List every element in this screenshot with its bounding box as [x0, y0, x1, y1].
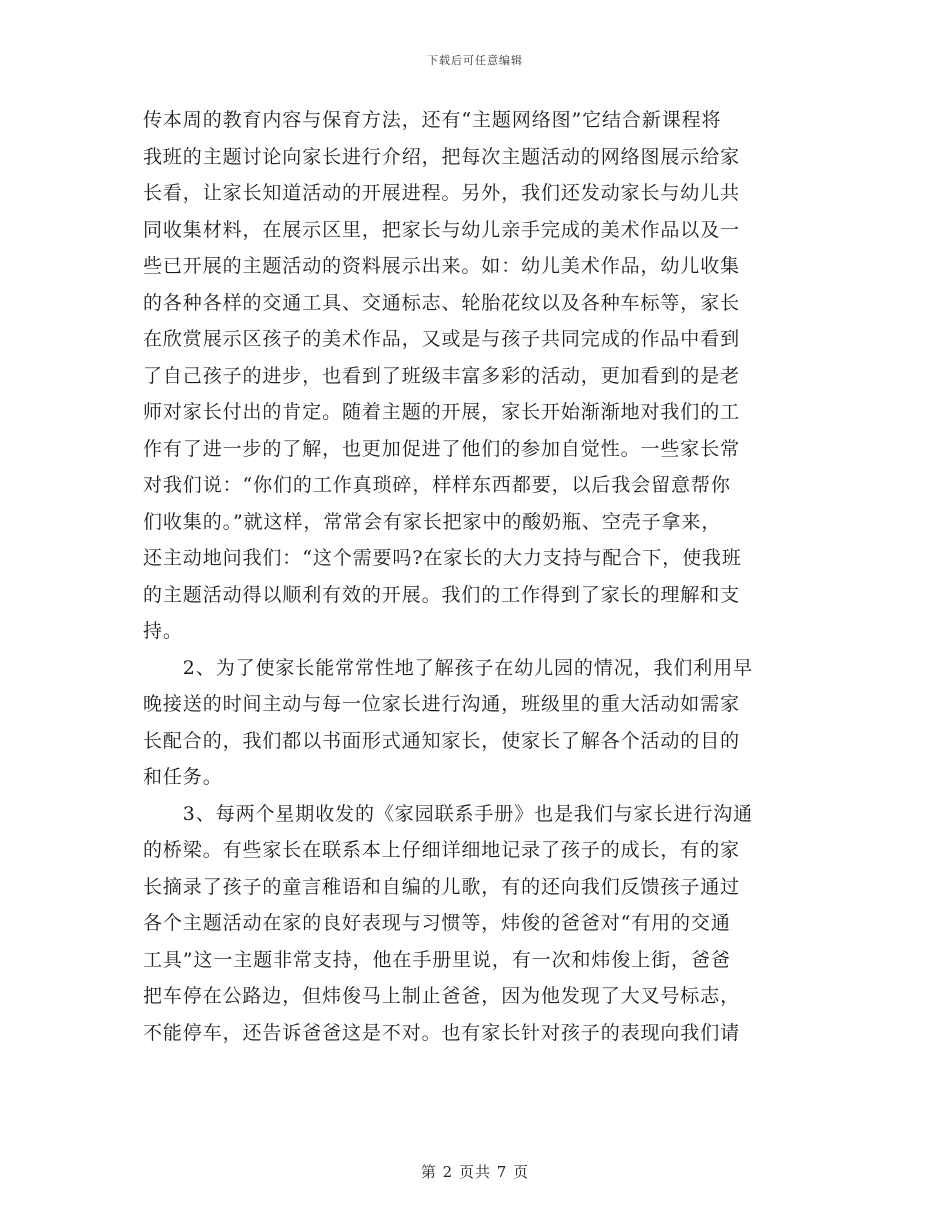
- paragraph-3-first-line: 3、每两个星期收发的《家园联系手册》也是我们与家长进行沟通: [143, 802, 753, 825]
- text-line: 同收集材料，在展示区里，把家长与幼儿亲手完成的美术作品以及一: [143, 218, 741, 241]
- text-line: 们收集的。”就这样，常常会有家长把家中的酸奶瓶、空壳子拿来，: [143, 510, 722, 533]
- text-line: 师对家长付出的肯定。随着主题的开展，家长开始渐渐地对我们的工: [143, 401, 741, 423]
- text-line: 了自己孩子的进步，也看到了班级丰富多彩的活动，更加看到的是老: [143, 364, 741, 387]
- document-body: [143, 102, 798, 1051]
- text-line: 持。: [143, 620, 183, 642]
- text-line: 各个主题活动在家的良好表现与习惯等，炜俊的爸爸对“有用的交通: [143, 912, 731, 934]
- text-line: 些已开展的主题活动的资料展示出来。如：幼儿美术作品，幼儿收集: [143, 255, 741, 277]
- text-line: 长看，让家长知道活动的开展进程。另外，我们还发动家长与幼儿共: [143, 182, 741, 204]
- text-line: 传本周的教育内容与保育方法，还有“主题网络图”它结合新课程将: [143, 109, 722, 131]
- text-line: 不能停车，还告诉爸爸这是不对。也有家长针对孩子的表现向我们请: [143, 1021, 741, 1044]
- page-number-footer: 第 2 页共 7 页: [420, 1163, 530, 1181]
- text-line: 的桥梁。有些家长在联系本上仔细详细地记录了孩子的成长，有的家: [143, 839, 741, 861]
- text-line: 作有了进一步的了解，也更加促进了他们的参加自觉性。一些家长常: [143, 437, 741, 460]
- paragraph-2-first-line: 2、为了使家长能常常性地了解孩子在幼儿园的情况，我们利用早: [143, 656, 753, 679]
- text-line: 晚接送的时间主动与每一位家长进行沟通，班级里的重大活动如需家: [143, 693, 741, 715]
- text-line: 长配合的，我们都以书面形式通知家长，使家长了解各个活动的目的: [143, 729, 741, 752]
- text-line: 还主动地问我们：“这个需要吗?在家长的大力支持与配合下，使我班: [143, 547, 742, 569]
- text-line: 在欣赏展示区孩子的美术作品，又或是与孩子共同完成的作品中看到: [143, 328, 741, 350]
- text-line: 和任务。: [143, 766, 223, 788]
- text-line: 工具”这一主题非常支持，他在手册里说，有一次和炜俊上街，爸爸: [143, 948, 731, 971]
- text-line: 我班的主题讨论向家长进行介绍，把每次主题活动的网络图展示给家: [143, 145, 741, 168]
- text-line: 把车停在公路边，但炜俊马上制止爸爸，因为他发现了大叉号标志，: [143, 985, 741, 1007]
- page-header-note: 下载后可任意编辑: [427, 54, 523, 67]
- text-line: 的主题活动得以顺利有效的开展。我们的工作得到了家长的理解和支: [143, 583, 741, 606]
- text-line: 对我们说：“你们的工作真琐碎，样样东西都要，以后我会留意帮你: [143, 474, 731, 496]
- text-line: 的各种各样的交通工具、交通标志、轮胎花纹以及各种车标等，家长: [143, 291, 741, 314]
- text-line: 长摘录了孩子的童言稚语和自编的儿歌，有的还向我们反馈孩子通过: [143, 875, 741, 898]
